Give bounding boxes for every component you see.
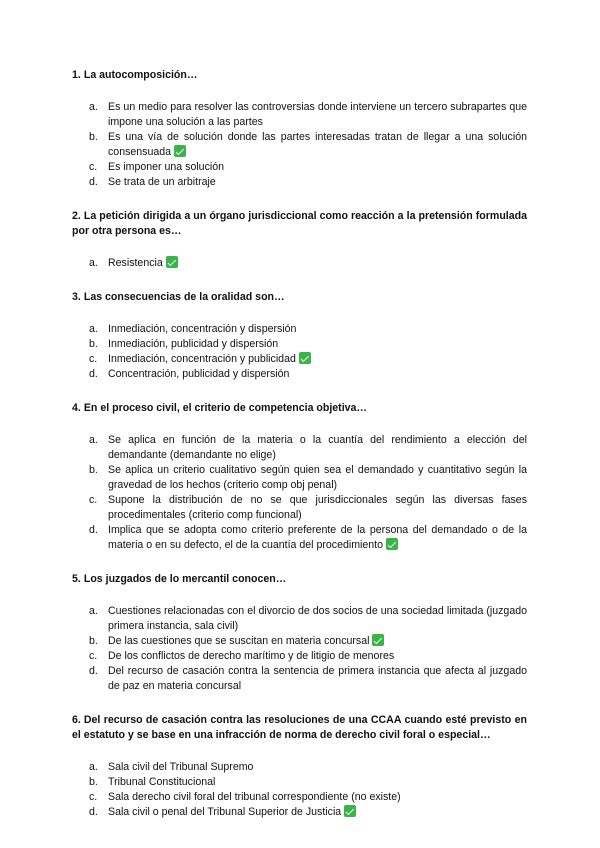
answer-list [72, 100, 527, 190]
question-number: 1. [72, 69, 81, 81]
question-text: La petición dirigida a un órgano jurisdiccional como reacción a la pretensión formulada por otra persona es… [72, 210, 527, 237]
answer-list [72, 760, 527, 820]
answer-option [72, 367, 527, 382]
question-text: En el proceso civil, el criterio de competencia objetiva… [83, 402, 368, 414]
option-text: Inmediación, concentración y dispersión [108, 323, 297, 335]
answer-option [72, 805, 527, 820]
question-number: 5. [72, 573, 81, 585]
option-text: Resistencia [108, 257, 163, 269]
option-text: Concentración, publicidad y dispersión [108, 368, 290, 380]
option-text: Supone la distribución de no se que jurisdiccionales según las diversas fases procedimentales (criterio comp funcional) [108, 494, 527, 521]
answer-option [72, 175, 527, 190]
answer-option [72, 463, 527, 493]
option-letter: c. [89, 494, 98, 506]
option-letter: d. [89, 368, 98, 380]
answer-option [72, 337, 527, 352]
option-text: Del recurso de casación contra la sentencia de primera instancia que afecta al juzgado de paz en materia concursal [108, 665, 527, 692]
option-letter: d. [89, 806, 98, 818]
option-letter: a. [89, 605, 98, 617]
check-mark-icon [344, 805, 356, 817]
option-letter: b. [89, 635, 98, 647]
option-letter: c. [89, 353, 98, 365]
option-text: Implica que se adopta como criterio preferente de la persona del demandado o de la materia o en su defecto, el de la cuantía del procedimiento [108, 524, 527, 551]
option-letter: d. [89, 176, 98, 188]
answer-option [72, 433, 527, 463]
quiz-document [72, 68, 527, 839]
option-letter: a. [89, 434, 98, 446]
check-mark-icon [174, 145, 186, 157]
option-text: Inmediación, publicidad y dispersión [108, 338, 279, 350]
answer-list [72, 256, 527, 271]
option-text: Tribunal Constitucional [108, 776, 216, 788]
check-mark-icon [299, 352, 311, 364]
answer-option [72, 493, 527, 523]
answer-list [72, 604, 527, 694]
option-letter: a. [89, 323, 98, 335]
question-number: 6. [72, 714, 81, 726]
option-text: De los conflictos de derecho marítimo y de litigio de menores [108, 650, 395, 662]
check-mark-icon [386, 538, 398, 550]
answer-option [72, 790, 527, 805]
answer-option [72, 604, 527, 634]
question-number: 2. [72, 210, 81, 222]
option-text: Se trata de un arbitraje [108, 176, 216, 188]
question-1 [72, 68, 527, 190]
option-letter: b. [89, 464, 98, 476]
option-letter: c. [89, 650, 98, 662]
question-text: La autocomposición… [83, 69, 198, 81]
question-number: 4. [72, 402, 81, 414]
question-title [72, 68, 527, 83]
option-text: Se aplica en función de la materia o la cuantía del rendimiento a elección del demandante (demandante no elige) [108, 434, 527, 461]
option-letter: d. [89, 665, 98, 677]
option-text: Inmediación, concentración y publicidad [108, 353, 296, 365]
answer-option [72, 322, 527, 337]
answer-option [72, 256, 527, 271]
option-text: Sala civil del Tribunal Supremo [108, 761, 254, 773]
option-text: Cuestiones relacionadas con el divorcio de dos socios de una sociedad limitada (juzgado primera instancia, sala civil) [108, 605, 527, 632]
question-text: Los juzgados de lo mercantil conocen… [83, 573, 287, 585]
question-title [72, 401, 527, 416]
answer-option [72, 775, 527, 790]
option-text: Se aplica un criterio cualitativo según quien sea el demandado y cuantitativo según la gravedad de los hechos (criterio comp obj penal) [108, 464, 527, 491]
option-text: Sala civil o penal del Tribunal Superior de Justicia [108, 806, 342, 818]
question-3 [72, 290, 527, 382]
answer-option [72, 100, 527, 130]
question-number: 3. [72, 291, 81, 303]
answer-option [72, 130, 527, 160]
option-text: Es un medio para resolver las controversias donde interviene un tercero subrapartes que impone una solución a las partes [108, 101, 527, 128]
answer-option [72, 352, 527, 367]
option-letter: a. [89, 101, 98, 113]
option-text: Es imponer una solución [108, 161, 225, 173]
question-text: Del recurso de casación contra las resoluciones de una CCAA cuando esté previsto en el estatuto y se base en una infracción de norma de derecho civil foral o especial… [72, 714, 527, 741]
answer-list [72, 322, 527, 382]
option-letter: a. [89, 761, 98, 773]
check-mark-icon [166, 256, 178, 268]
option-letter: b. [89, 131, 98, 143]
check-mark-icon [372, 634, 384, 646]
question-title [72, 290, 527, 305]
answer-option [72, 160, 527, 175]
option-letter: b. [89, 338, 98, 350]
answer-list [72, 433, 527, 553]
question-5 [72, 572, 527, 694]
answer-option [72, 760, 527, 775]
question-title [72, 713, 527, 743]
option-letter: c. [89, 161, 98, 173]
option-letter: c. [89, 791, 98, 803]
option-text: Sala derecho civil foral del tribunal correspondiente (no existe) [108, 791, 401, 803]
option-letter: b. [89, 776, 98, 788]
question-2 [72, 209, 527, 271]
answer-option [72, 664, 527, 694]
question-4 [72, 401, 527, 553]
option-text: De las cuestiones que se suscitan en materia concursal [108, 635, 370, 647]
answer-option [72, 649, 527, 664]
question-title [72, 572, 527, 587]
option-letter: a. [89, 257, 98, 269]
option-letter: d. [89, 524, 98, 536]
question-title [72, 209, 527, 239]
answer-option [72, 634, 527, 649]
question-text: Las consecuencias de la oralidad son… [83, 291, 285, 303]
answer-option [72, 523, 527, 553]
option-text: Es una vía de solución donde las partes interesadas tratan de llegar a una solución consensuada [108, 131, 527, 158]
question-6 [72, 713, 527, 820]
